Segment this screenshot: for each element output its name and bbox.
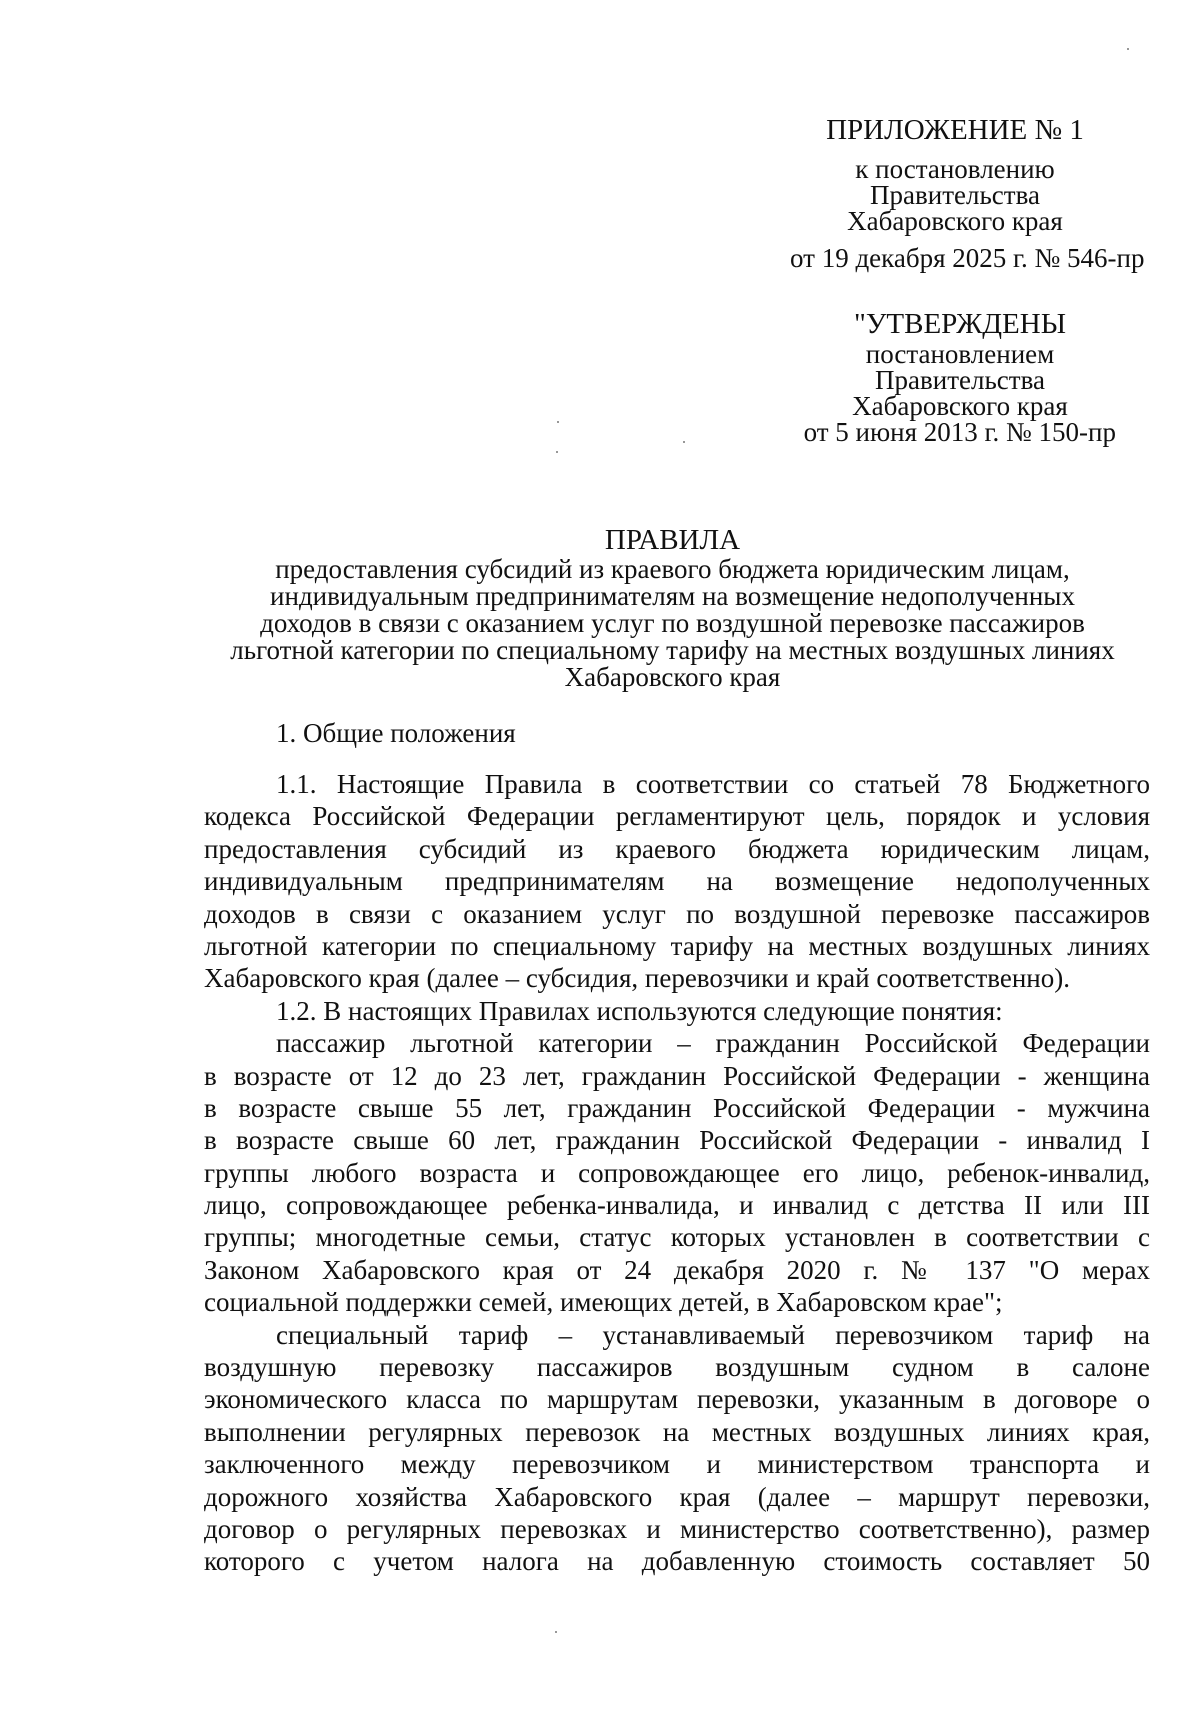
scan-speck (683, 441, 685, 443)
annex-line: к постановлению (855, 154, 1055, 184)
scan-speck (556, 451, 558, 453)
body-text (204, 768, 1150, 1578)
annex-line: Хабаровского края (847, 206, 1063, 236)
body-line: заключенного между перевозчиком и министерством транспорта и (204, 1449, 1150, 1480)
body-line: льготной категории по специальному тарифу на местных воздушных линиях (204, 930, 1150, 961)
approval-date: от 5 июня 2013 г. № 150-пр (803, 417, 1116, 447)
approval-line: Хабаровского края (852, 391, 1068, 421)
body-line: лицо, сопровождающее ребенка-инвалида, и инвалид с детства II или III (204, 1190, 1150, 1221)
rules-title: ПРАВИЛА (604, 524, 741, 556)
approval-line: постановлением (865, 339, 1055, 369)
annex-line: Правительства (870, 180, 1040, 210)
body-line: в возрасте свыше 60 лет, гражданин Российской Федерации - инвалид I (204, 1125, 1150, 1156)
rules-subtitle-line: предоставления субсидий из краевого бюджета юридическим лицам, (275, 554, 1070, 584)
approval-block (800, 308, 1120, 447)
body-line: группы; многодетные семьи, статус которых установлен в соответствии с (204, 1222, 1150, 1253)
body-line: доходов в связи с оказанием услуг по воздушной перевозке пассажиров (204, 898, 1150, 929)
body-line: Законом Хабаровского края от 24 декабря 2020 г. № 137 "О мерах (204, 1254, 1150, 1285)
body-line: которого с учетом налога на добавленную стоимость составляет 50 (204, 1546, 1150, 1577)
approval-line: Правительства (875, 365, 1045, 395)
rules-subtitle-line: льготной категории по специальному тарифу на местных воздушных линиях (230, 635, 1115, 665)
body-line: пассажир льготной категории – гражданин Российской Федерации (276, 1028, 1150, 1059)
body-line: выполнении регулярных перевозок на местных воздушных линиях края, (204, 1416, 1150, 1447)
annex-title: ПРИЛОЖЕНИЕ № 1 (826, 114, 1084, 146)
scan-speck (1127, 48, 1129, 50)
annex-block (790, 114, 1145, 273)
body-line: воздушную перевозку пассажиров воздушным судном в салоне (204, 1352, 1150, 1383)
scan-speck (555, 1631, 557, 1633)
body-line: Хабаровского края (далее – субсидия, перевозчики и край соответственно). (204, 963, 1070, 994)
scan-speck (557, 421, 559, 423)
body-line: в возрасте свыше 55 лет, гражданин Российской Федерации - мужчина (204, 1092, 1150, 1123)
body-line: специальный тариф – устанавливаемый перевозчиком тариф на (276, 1319, 1150, 1350)
body-line: экономического класса по маршрутам перевозки, указанным в договоре о (204, 1384, 1150, 1415)
annex-date: от 19 декабря 2025 г. № 546-пр (790, 243, 1145, 273)
body-line: социальной поддержки семей, имеющих детей, в Хабаровском крае"; (204, 1287, 1003, 1318)
body-line: группы любого возраста и сопровождающее его лицо, ребенок-инвалид, (204, 1157, 1150, 1188)
rules-subtitle-line: доходов в связи с оказанием услуг по воздушной перевозке пассажиров (260, 608, 1085, 638)
body-line: индивидуальным предпринимателям на возмещение недополученных (204, 866, 1150, 897)
rules-subtitle-line: Хабаровского края (564, 662, 781, 692)
body-line: 1.2. В настоящих Правилах используются следующие понятия: (276, 995, 1003, 1026)
section-heading: 1. Общие положения (276, 718, 516, 748)
body-line: 1.1. Настоящие Правила в соответствии со статьей 78 Бюджетного (276, 769, 1150, 799)
body-line: предоставления субсидий из краевого бюджета юридическим лицам, (204, 833, 1150, 864)
body-line: кодекса Российской Федерации регламентируют цель, порядок и условия (204, 801, 1150, 832)
body-line: в возрасте от 12 до 23 лет, гражданин Российской Федерации - женщина (204, 1060, 1150, 1091)
approval-title: "УТВЕРЖДЕНЫ (854, 308, 1066, 340)
rules-subtitle-line: индивидуальным предпринимателям на возмещение недополученных (270, 581, 1075, 611)
body-line: договор о регулярных перевозках и министерство соответственно), размер (204, 1513, 1150, 1544)
rules-header (195, 524, 1150, 692)
body-line: дорожного хозяйства Хабаровского края (далее – маршрут перевозки, (204, 1481, 1150, 1512)
